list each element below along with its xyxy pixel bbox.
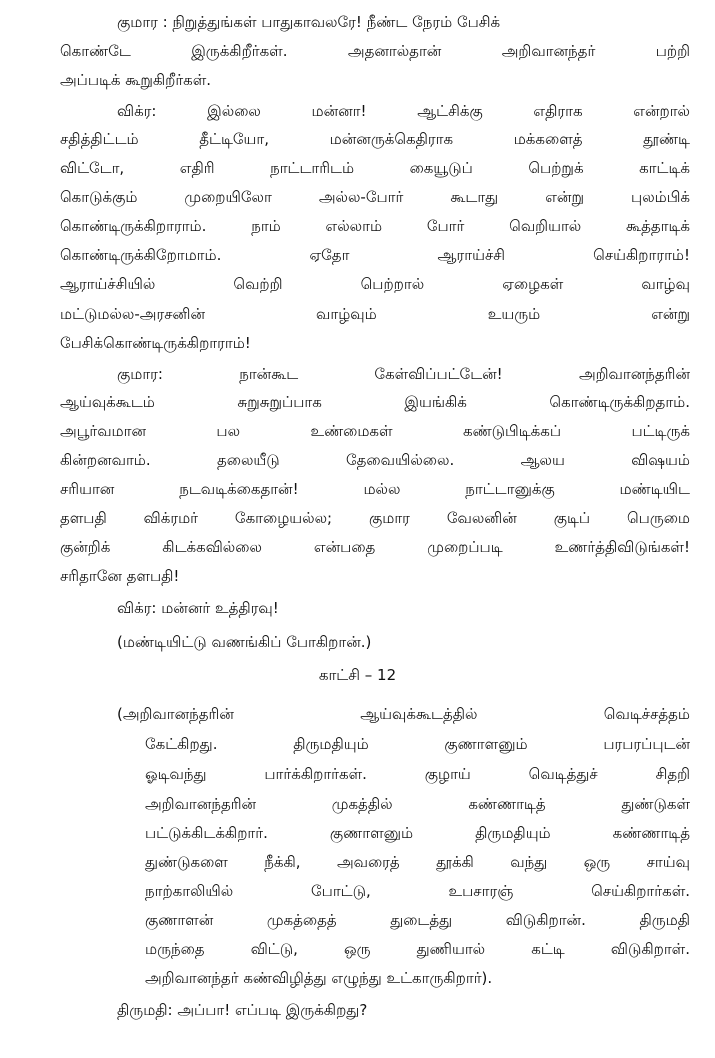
paragraph-2-line-6: கொண்டிருக்கிறோமாம். ஏதோ ஆராய்ச்சி செய்கிறாராம்! [60,246,690,264]
paragraph-1-line-3: அப்படிக் கூறுகிறீர்கள். [60,71,212,89]
paragraph-1-line-2: கொண்டே இருக்கிறீர்கள். அதனால்தான் அறிவானந்தர் பற்றி [60,42,690,60]
paragraph-3-line-5: சரியான நடவடிக்கைதான்! மல்ல நாட்டானுக்கு மண்டியிட [60,480,690,498]
stage-direction-line-2: கேட்கிறது. திருமதியும் குணாளனும் பரபரப்புடன் [145,735,690,753]
paragraph-2-line-4: கொடுக்கும் முறையிலோ அல்ல-போர் கூடாது என்று புலம்பிக் [60,188,690,206]
paragraph-3-line-3: அபூர்வமான பல உண்மைகள் கண்டுபிடிக்கப் பட்டிருக் [60,422,690,440]
paragraph-3-line-4: கின்றனவாம். தலையீடு தேவையில்லை. ஆலய விஷயம் [60,451,690,469]
stage-direction-line-8: குணாளன் முகத்தைத் துடைத்து விடுகிறான். திருமதி [145,911,690,929]
stage-direction-line-7: நாற்காலியில் போட்டு, உபசாரஞ் செய்கிறார்கள். [145,882,690,900]
stage-direction-line-6: துண்டுகளை நீக்கி, அவரைத் தூக்கி வந்து ஒரு சாய்வு [145,853,690,871]
paragraph-2-line-2: சதித்திட்டம் தீட்டியோ, மன்னருக்கெதிராக மக்களைத் தூண்டி [60,130,690,148]
vikra-dialogue-line: விக்ர: மன்னர் உத்திரவு! [117,599,279,617]
paragraph-3-line-7: குன்றிக் கிடக்கவில்லை என்பதை முறைப்படி உணர்த்திவிடுங்கள்! [60,538,690,556]
paragraph-2-line-3: விட்டோ, எதிரி நாட்டாரிடம் கையூடுப் பெற்றுக் காட்டிக் [60,159,690,177]
paragraph-3-line-8: சரிதானே தளபதி! [60,567,180,585]
paragraph-3-line-1: குமார: நான்கூட கேள்விப்பட்டேன்! அறிவானந்தரின் [117,365,690,383]
thirumathi-dialogue-line: திருமதி: அப்பா! எப்படி இருக்கிறது? [117,1001,368,1019]
stage-direction-line-5: பட்டுக்கிடக்கிறார். குணாளனும் திருமதியும் கண்ணாடித் [145,824,690,842]
stage-direction-line-1: (அறிவானந்தரின் ஆய்வுக்கூடத்தில் வெடிச்சத்தம் [117,705,690,723]
paragraph-1-line-1: குமார : நிறுத்துங்கள் பாதுகாவலரே! நீண்ட நேரம் பேசிக் [117,13,501,31]
stage-direction-line-3: ஓடிவந்து பார்க்கிறார்கள். குழாய் வெடித்துச் சிதறி [145,765,690,783]
paragraph-3-line-2: ஆய்வுக்கூடம் சுறுசுறுப்பாக இயங்கிக் கொண்டிருக்கிறதாம். [60,393,690,411]
stage-direction-line-9: மருந்தை விட்டு, ஒரு துணியால் கட்டி விடுகிறாள். [145,940,690,958]
stage-direction-line-10: அறிவானந்தர் கண்விழித்து எழுந்து உட்காருகிறார்). [145,969,493,987]
kneel-stage-direction: (மண்டியிட்டு வணங்கிப் போகிறான்.) [117,633,372,651]
paragraph-2-line-1: விக்ர: இல்லை மன்னா! ஆட்சிக்கு எதிராக என்றால் [117,102,690,120]
paragraph-2-line-8: மட்டுமல்ல-அரசனின் வாழ்வும் உயரும் என்று [60,305,690,323]
stage-direction-line-4: அறிவானந்தரின் முகத்தில் கண்ணாடித் துண்டுகள் [145,795,690,813]
paragraph-3-line-6: தளபதி விக்ரமர் கோழையல்ல; குமார வேலனின் குடிப் பெருமை [60,509,690,527]
paragraph-2-line-9: பேசிக்கொண்டிருக்கிறாராம்! [60,334,251,352]
paragraph-2-line-5: கொண்டிருக்கிறாராம். நாம் எல்லாம் போர் வெறியால் கூத்தாடிக் [60,217,690,235]
paragraph-2-line-7: ஆராய்ச்சியில் வெற்றி பெற்றால் ஏழைகள் வாழ்வு [60,275,690,293]
scene-heading: காட்சி – 12 [318,666,397,684]
